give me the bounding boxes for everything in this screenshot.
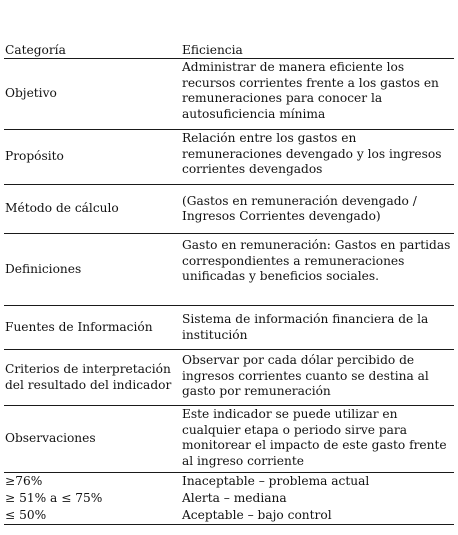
row-value: Observar por cada dólar percibido de ingresos corrientes cuanto se destina al gasto por remuneración bbox=[182, 353, 429, 398]
row-label: ≥ 51% a ≤ 75% bbox=[5, 490, 103, 505]
row-value: Aceptable – bajo control bbox=[182, 507, 332, 522]
row-label: Propósito bbox=[5, 149, 64, 164]
row-label: ≥76% bbox=[5, 473, 43, 488]
table-row-observaciones bbox=[4, 406, 454, 473]
header-category: Categoría bbox=[5, 42, 66, 57]
indicator-table bbox=[4, 41, 454, 525]
row-value: Administrar de manera eficiente los recursos corrientes frente a los gastos en remuneraciones para conocer la autosuficiencia mínima bbox=[182, 60, 439, 121]
row-label: Fuentes de Información bbox=[5, 319, 153, 334]
table-row-criterios bbox=[4, 350, 454, 406]
table-header-row bbox=[4, 41, 454, 59]
row-value: Inaceptable – problema actual bbox=[182, 473, 370, 488]
table-row-metodo bbox=[4, 185, 454, 234]
row-value: Gasto en remuneración: Gastos en partidas correspondientes a remuneraciones unificadas y beneficios sociales. bbox=[182, 238, 451, 283]
table-row-objetivo bbox=[4, 59, 454, 130]
row-value: Relación entre los gastos en remuneraciones devengado y los ingresos corrientes devengados bbox=[182, 131, 442, 176]
row-label: Método de cálculo bbox=[5, 201, 119, 216]
table-row-threshold-mid bbox=[4, 490, 454, 507]
row-label: Criterios de interpretación del resultado del indicador bbox=[5, 362, 172, 392]
row-value: Alerta – mediana bbox=[182, 490, 287, 505]
row-label: ≤ 50% bbox=[5, 507, 47, 522]
table-row-proposito bbox=[4, 130, 454, 185]
table-row-definiciones bbox=[4, 234, 454, 306]
row-value: Sistema de información financiera de la institución bbox=[182, 312, 429, 342]
row-value: (Gastos en remuneración devengado / Ingresos Corrientes devengado) bbox=[182, 193, 417, 223]
table-row-fuentes bbox=[4, 306, 454, 350]
row-label: Objetivo bbox=[5, 86, 57, 101]
header-efficiency: Eficiencia bbox=[182, 42, 243, 57]
row-label: Observaciones bbox=[5, 431, 96, 446]
row-value: Este indicador se puede utilizar en cualquier etapa o periodo sirve para monitorear el impacto de este gasto frente al ingreso corriente bbox=[182, 407, 447, 468]
table-row-threshold-high bbox=[4, 473, 454, 490]
row-label: Definiciones bbox=[5, 261, 82, 276]
table-row-threshold-low bbox=[4, 507, 454, 525]
